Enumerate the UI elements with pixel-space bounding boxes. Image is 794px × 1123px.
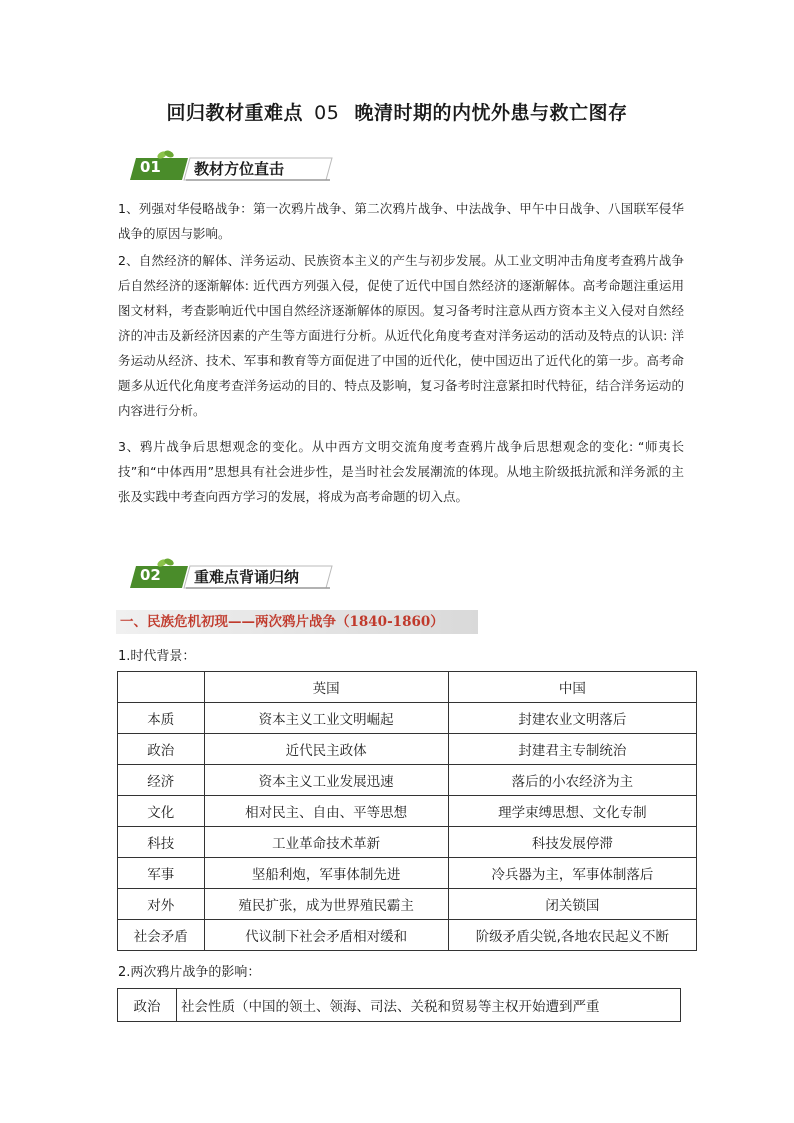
table-header-cell: 英国 (204, 672, 448, 703)
table-cell: 理学束缚思想、文化专制 (448, 796, 696, 827)
paragraph-3: 3、鸦片战争后思想观念的变化。从中西方文明交流角度考查鸦片战争后思想观念的变化: “师夷长技”和“中体西用”思想具有社会进步性，是当时社会发展潮流的体现。从地主阶级抵抗派和洋务派的主张及实践中考查向西方学习的发展，将成为高考命题的切入点。 (118, 439, 684, 504)
table-row (118, 989, 681, 1022)
table-row (118, 889, 697, 920)
table-cell: 政治 (118, 734, 205, 765)
table-cell: 阶级矛盾尖锐,各地农民起义不断 (448, 920, 696, 951)
table-cell: 本质 (118, 703, 205, 734)
table-cell: 冷兵器为主，军事体制落后 (448, 858, 696, 889)
paragraph-1: 1、列强对华侵略战争：第一次鸦片战争、第二次鸦片战争、中法战争、甲午中日战争、八国联军侵华战争的原因与影响。 (118, 201, 684, 241)
table-cell: 社会性质（中国的领土、领海、司法、关税和贸易等主权开始遭到严重 (177, 989, 681, 1022)
item-label-effects: 2.两次鸦片战争的影响： (118, 965, 261, 980)
table-cell: 军事 (118, 858, 205, 889)
table-cell: 对外 (118, 889, 205, 920)
comparison-table (117, 671, 697, 951)
table-row (118, 858, 697, 889)
table-cell: 政治 (118, 989, 177, 1022)
table-row (118, 920, 697, 951)
table-header-cell: 中国 (448, 672, 696, 703)
section-label: 教材方位直击 (194, 160, 285, 178)
table-cell: 封建君主专制统治 (448, 734, 696, 765)
title-prefix: 回归教材重难点 (166, 102, 304, 124)
table-cell: 科技 (118, 827, 205, 858)
section-number: 02 (140, 566, 161, 584)
table-cell: 殖民扩张，成为世界殖民霸主 (204, 889, 448, 920)
section-number: 01 (140, 158, 161, 176)
paragraph-2: 2、自然经济的解体、洋务运动、民族资本主义的产生与初步发展。从工业文明冲击角度考查鸦片战争后自然经济的逐渐解体: 近代西方列强入侵，促使了近代中国自然经济的逐渐解体。高考命题注重运用图文材料，考查影响近代中国自然经济逐渐解体的原因。复习备考时注意从西方资本主义入侵对自然经济的冲击及新经济因素的产生等方面进行分析。从近代化角度考查对洋务运动的活动及特点的认识: 洋务运动从经济、技术、军事和教育等方面促进了中国的近代化，使中国迈出了近代化的第一步。高考命题多从近代化角度考查洋务运动的目的、特点及影响，复习备考时注意紧扣时代特征，结合洋务运动的内容进行分析。 (118, 253, 684, 418)
title-number: 05 (314, 102, 340, 124)
table-cell: 科技发展停滞 (448, 827, 696, 858)
page-title (0, 98, 794, 125)
table-cell: 闭关锁国 (448, 889, 696, 920)
table-header-cell (118, 672, 205, 703)
table-row (118, 734, 697, 765)
table-cell: 工业革命技术革新 (204, 827, 448, 858)
table-cell: 文化 (118, 796, 205, 827)
table-row (118, 796, 697, 827)
item-label-background: 1.时代背景： (118, 649, 196, 664)
table-cell: 资本主义工业文明崛起 (204, 703, 448, 734)
table-row (118, 765, 697, 796)
table-cell: 近代民主政体 (204, 734, 448, 765)
table-header-row (118, 672, 697, 703)
table-cell: 坚船利炮，军事体制先进 (204, 858, 448, 889)
table-cell: 经济 (118, 765, 205, 796)
table-cell: 社会矛盾 (118, 920, 205, 951)
table-cell: 代议制下社会矛盾相对缓和 (204, 920, 448, 951)
effects-table (117, 988, 681, 1022)
table-cell: 相对民主、自由、平等思想 (204, 796, 448, 827)
table-cell: 资本主义工业发展迅速 (204, 765, 448, 796)
table-row (118, 827, 697, 858)
subsection-heading: 一、民族危机初现——两次鸦片战争（1840-1860） (116, 610, 478, 634)
table-row (118, 703, 697, 734)
table-cell: 落后的小农经济为主 (448, 765, 696, 796)
section-label: 重难点背诵归纳 (194, 568, 300, 586)
title-main: 晚清时期的内忧外患与救亡图存 (354, 102, 628, 124)
table-cell: 封建农业文明落后 (448, 703, 696, 734)
